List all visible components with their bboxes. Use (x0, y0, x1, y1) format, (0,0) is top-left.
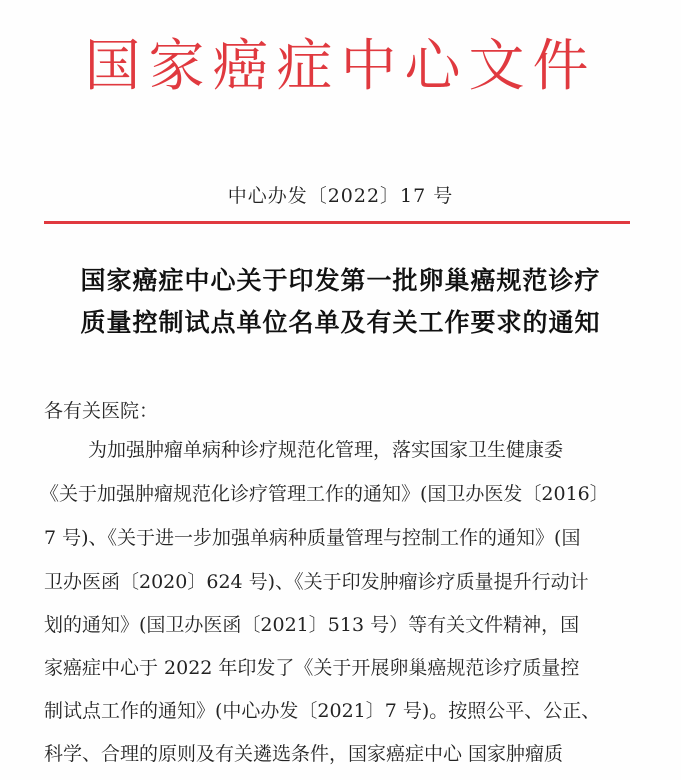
title-line-1: 国家癌症中心关于印发第一批卵巢癌规范诊疗 (80, 266, 601, 295)
body-line-2: 《关于加强肿瘤规范化诊疗管理工作的通知》(国卫办医发〔2016〕 (40, 483, 609, 505)
body-line-1: 为加强肿瘤单病种诊疗规范化管理，落实国家卫生健康委 (88, 439, 564, 461)
body-line-5: 划的通知》(国卫办医函〔2021〕513 号）等有关文件精神，国 (44, 614, 580, 636)
body-line-6: 家癌症中心于 2022 年印发了《关于开展卵巢癌规范诊疗质量控 (44, 657, 580, 679)
body-line-7: 制试点工作的通知》(中心办发〔2021〕7 号)。按照公平、公正、 (44, 700, 601, 722)
body-line-8: 科学、合理的原则及有关遴选条件，国家癌症中心 国家肿瘤质 (44, 743, 564, 765)
masthead-title: 国家癌症中心文件 (84, 34, 597, 99)
document-number: 中心办发〔2022〕17 号 (227, 185, 454, 207)
document-title (0, 260, 681, 344)
body-line-3: 7 号)、《关于进一步加强单病种质量管理与控制工作的通知》(国 (44, 527, 581, 549)
salutation: 各有关医院： (44, 400, 159, 422)
title-line-2: 质量控制试点单位名单及有关工作要求的通知 (80, 308, 601, 337)
red-divider-line (44, 221, 630, 224)
body-line-4: 卫办医函〔2020〕624 号)、《关于印发肿瘤诊疗质量提升行动计 (44, 571, 589, 593)
